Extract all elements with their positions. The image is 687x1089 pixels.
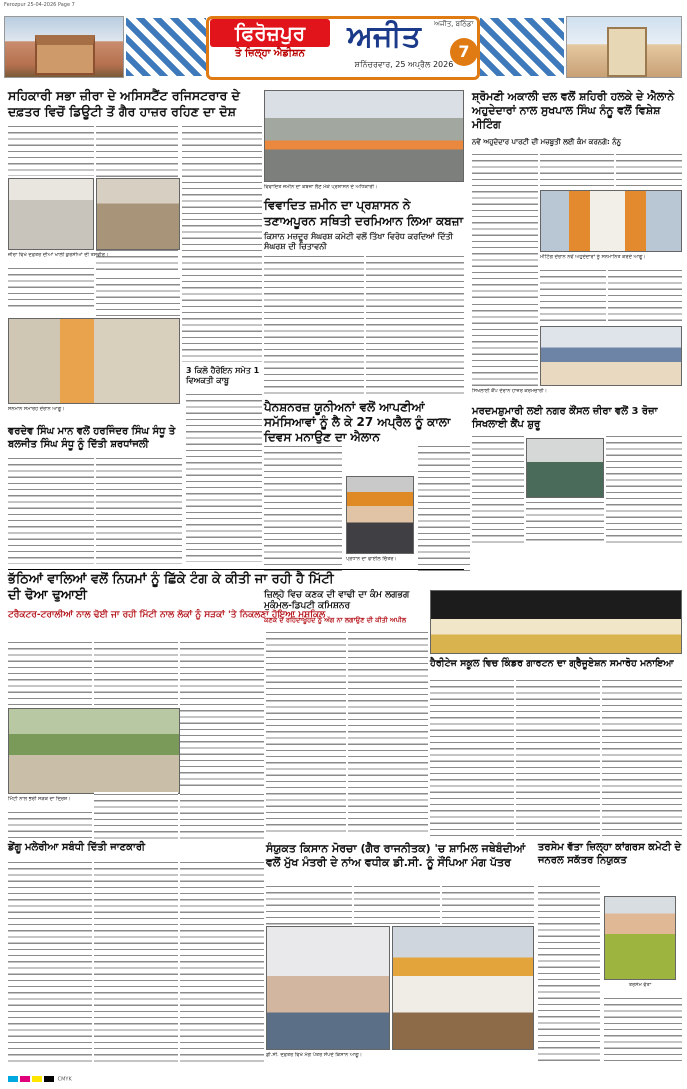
cmyk-label: CMYK — [57, 1076, 72, 1083]
section-rule — [8, 569, 464, 570]
article-7-caption: ਸਿਖਲਾਈ ਕੈਂਪ ਦੌਰਾਨ ਹਾਜ਼ਰ ਕਰਮਚਾਰੀ। — [472, 388, 547, 394]
article-1-photo-left — [8, 178, 94, 250]
article-9-body — [266, 630, 346, 836]
print-footer — [0, 1072, 687, 1089]
article-5-body-col2 — [96, 456, 182, 564]
article-8-body-col4 — [8, 810, 92, 840]
article-13-headline: ਤਰਸੇਮ ਵੱਤਾ ਜ਼ਿਲ੍ਹਾ ਕਾਂਗਰਸ ਕਮੇਟੀ ਦੇ ਜਨਰਲ ਸਕੱਤਰ ਨਿਯੁਕਤ — [538, 842, 682, 866]
monument-graphic — [607, 27, 647, 77]
article-3-body-col6 — [472, 302, 538, 386]
article-4-photo — [8, 318, 180, 404]
article-1-headline: ਸਹਿਕਾਰੀ ਸਭਾ ਜ਼ੀਰਾ ਦੇ ਅਸਿਸਟੈਂਟ ਰਜਿਸਟਰਾਰ ਦੇ ਦਫ਼ਤਰ ਵਿਚੋਂ ਡਿਊਟੀ ਤੋਂ ਗੈਰ ਹਾਜ਼ਰ ਰਹਿਣ ਦਾ ਦੋਸ਼ — [8, 88, 240, 119]
yellow-swatch — [32, 1076, 42, 1082]
masthead-pattern-left — [126, 18, 206, 76]
article-8-subhead: ਟਰੈਕਟਰ-ਟਰਾਲੀਆਂ ਨਾਲ ਢੋਈ ਜਾ ਰਹੀ ਮਿੱਟੀ ਨਾਲ ਲੋਕਾਂ ਨੂੰ ਸੜਕਾਂ 'ਤੇ ਨਿਕਲਣਾ ਹੋਇਆ ਮੁਸ਼ਕਿਲ — [8, 610, 326, 620]
issue-date: ਸ਼ਨਿੱਚਰਵਾਰ, 25 ਅਪ੍ਰੈਲ 2026 — [354, 60, 454, 69]
article-6-body — [264, 444, 342, 576]
article-7-body-col3 — [526, 500, 604, 544]
article-13-body — [538, 884, 600, 1066]
article-1-body — [8, 124, 94, 176]
masthead-pattern-right — [480, 18, 564, 76]
article-1-caption: ਜ਼ੀਰਾ ਵਿਖੇ ਦਫ਼ਤਰ ਦੀਆਂ ਖਾਲੀ ਕੁਰਸੀਆਂ ਦੀ ਤਸਵੀਰ। — [8, 252, 109, 258]
article-11-headline: ਡੇਂਗੂ ਮਲੇਰੀਆ ਸਬੰਧੀ ਦਿੱਤੀ ਜਾਣਕਾਰੀ — [8, 842, 146, 853]
article-12-photo-right — [392, 926, 534, 1050]
article-2-kicker: ਵਿਵਾਦਿਤ ਜ਼ਮੀਨ ਦਾ ਪ੍ਰਸ਼ਾਸਨ ਨੇ — [264, 198, 411, 212]
article-1-body-col4 — [96, 276, 180, 316]
article-13-caption: ਤਰਸੇਮ ਵੱਤਾ — [628, 982, 652, 988]
article-6-body-col2 — [418, 444, 470, 576]
article-6-headline: ਪੈਨਸ਼ਨਰਜ਼ ਯੂਨੀਅਨਾਂ ਵਲੋਂ ਆਪਣੀਆਂ ਸਮੱਸਿਆਵਾਂ ਨੂੰ ਲੈ ਕੇ 27 ਅਪ੍ਰੈਲ ਨੂੰ ਕਾਲਾ ਦਿਵਸ ਮਨਾਉਣ ਦਾ ਐਲਾਨ — [264, 400, 451, 444]
article-12-body-col3 — [442, 884, 534, 924]
article-8-photo — [8, 708, 180, 794]
article-2-subhead: ਕਿਸਾਨ ਮਜ਼ਦੂਰ ਸੰਘਰਸ਼ ਕਮੇਟੀ ਵਲੋਂ ਤਿੱਖਾ ਵਿਰੋਧ ਕਰਦਿਆਂ ਦਿੱਤੀ ਸੰਘਰਸ਼ ਦੀ ਚਿਤਾਵਨੀ — [264, 232, 453, 251]
article-8-body-col6 — [180, 792, 264, 840]
article-7-photo-small — [526, 438, 604, 498]
article-10-body-col2 — [516, 678, 600, 840]
page-number: 7 — [450, 38, 478, 66]
article-4-caption: ਸਨਮਾਨ ਸਮਾਰੋਹ ਦੌਰਾਨ ਆਗੂ। — [8, 406, 65, 412]
article-3-body-col4 — [540, 268, 606, 322]
article-11-body-col2 — [94, 860, 178, 1066]
article-8-body-col5 — [94, 792, 178, 840]
edition-name: ਫਿਰੋਜ਼ਪੁਰ — [210, 19, 330, 47]
article-7-body — [472, 434, 524, 544]
article-3-headline: ਸ਼੍ਰੋਮਣੀ ਅਕਾਲੀ ਦਲ ਵਲੋਂ ਸ਼ਹਿਰੀ ਹਲਕੇ ਦੇ ਐਲਾਨੇ ਅਹੁਦੇਦਾਰਾਂ ਨਾਲ ਸੁਖਪਾਲ ਸਿੰਘ ਨੰਨੂ ਵਲੋਂ ਵਿਸ਼ੇਸ਼ ਮੀਟਿੰਗ — [472, 90, 675, 131]
masthead-right-photo — [566, 16, 682, 78]
article-11-body-col3 — [180, 860, 264, 1066]
print-slug: Ferozpur 25-04-2026 Page 7 — [4, 2, 75, 8]
cyan-swatch — [8, 1076, 18, 1082]
article-2-body-col2 — [366, 254, 464, 394]
article-3-caption: ਮੀਟਿੰਗ ਦੌਰਾਨ ਨਵੇਂ ਅਹੁਦੇਦਾਰਾਂ ਨੂੰ ਸਨਮਾਨਿਤ ਕਰਦੇ ਆਗੂ। — [540, 254, 646, 260]
article-1-body-col3 — [8, 266, 94, 310]
newspaper-city: ਅਜੀਤ, ਬਠਿੰਡਾ — [434, 20, 474, 28]
article-9-headline: ਜ਼ਿਲ੍ਹੇ ਵਿਚ ਕਣਕ ਦੀ ਵਾਢੀ ਦਾ ਕੰਮ ਲਗਭਗ ਮੁਕੰਮਲ-ਡਿਪਟੀ ਕਮਿਸ਼ਨਰ — [264, 590, 410, 612]
article-12-headline: ਸੰਯੁਕਤ ਕਿਸਾਨ ਮੋਰਚਾ (ਗੈਰ ਰਾਜਨੀਤਕ) 'ਚ ਸ਼ਾਮਿਲ ਜਥੇਬੰਦੀਆਂ ਵਲੋਂ ਮੁੱਖ ਮੰਤਰੀ ਦੇ ਨਾਂਅ ਵਧੀਕ ਡੀ.ਸੀ. ਨੂੰ ਸੌਂਪਿਆ ਮੰਗ ਪੱਤਰ — [266, 842, 526, 869]
article-10-body-col3 — [602, 678, 682, 840]
article-12-caption: ਡੀ.ਸੀ. ਦਫ਼ਤਰ ਵਿਖੇ ਮੰਗ ਪੱਤਰ ਸੌਂਪਦੇ ਕਿਸਾਨ ਆਗੂ। — [266, 1052, 363, 1058]
article-9-body-col2 — [348, 630, 428, 836]
article-11-body — [8, 860, 92, 1066]
article-3-subhead: ਨਵੇਂ ਅਹੁਦੇਦਾਰ ਪਾਰਟੀ ਦੀ ਮਜ਼ਬੂਤੀ ਲਈ ਕੰਮ ਕਰਨਗੇ: ਨੰਨੂ — [472, 138, 622, 146]
article-10-photo — [430, 590, 682, 654]
article-7-headline: ਮਰਦਮਸ਼ੁਮਾਰੀ ਲਈ ਨਗਰ ਕੌਂਸਲ ਜ਼ੀਰਾ ਵਲੋਂ 3 ਰੋਜ਼ਾ ਸਿਖਲਾਈ ਕੈਂਪ ਸ਼ੁਰੂ — [472, 406, 658, 430]
article-8-body — [8, 640, 92, 706]
article-10-body — [430, 678, 514, 840]
article-2-headline: ਤਣਾਅਪੂਰਨ ਸਥਿਤੀ ਦਰਮਿਆਨ ਲਿਆ ਕਬਜ਼ਾ — [264, 214, 464, 228]
black-swatch — [44, 1076, 54, 1082]
article-6-photo — [346, 476, 414, 554]
article-13-body-col2 — [604, 996, 682, 1066]
article-9-subhead: ਕਣਕ ਦੇ ਰਹਿੰਦ-ਖੂੰਹਦ ਨੂੰ ਅੱਗ ਨਾ ਲਗਾਉਣ ਦੀ ਕੀਤੀ ਅਪੀਲ — [264, 616, 407, 624]
article-3-body-col3 — [616, 152, 682, 190]
article-7-photo — [540, 326, 682, 386]
edition-subtitle: ਤੇ ਜ਼ਿਲ੍ਹਾ ਐਡੀਸ਼ਨ — [235, 48, 305, 59]
article-8-caption: ਮਿੱਟੀ ਨਾਲ ਭਰੀ ਸੜਕ ਦਾ ਦ੍ਰਿਸ਼। — [8, 796, 71, 802]
article-6-caption: ਪ੍ਰਧਾਨ ਦਾ ਫਾਈਲ ਚਿੱਤਰ। — [346, 556, 397, 562]
article-2-caption: ਵਿਵਾਦਿਤ ਜ਼ਮੀਨ ਦਾ ਕਬਜ਼ਾ ਲੈਣ ਮੌਕੇ ਪ੍ਰਸ਼ਾਸਨ ਦੇ ਅਧਿਕਾਰੀ। — [264, 184, 378, 190]
article-10-headline: ਹੈਰੀਟੇਜ ਸਕੂਲ ਵਿਚ ਕਿੰਡਰ ਗਾਰਟਨ ਦਾ ਗ੍ਰੈਜੂਏਸ਼ਨ ਸਮਾਰੋਹ ਮਨਾਇਆ — [430, 658, 674, 669]
article-2-body — [264, 254, 364, 394]
article-8-body-col3 — [180, 640, 264, 790]
article-3-body-col5 — [608, 268, 682, 322]
article-5-headline: ਵਰਦੇਵ ਸਿੰਘ ਮਾਨ ਵਲੋਂ ਹਰਜਿੰਦਰ ਸਿੰਘ ਸੰਧੂ ਤੇ ਬਲਜੀਤ ਸਿੰਘ ਸੰਧੂ ਨੂੰ ਦਿੱਤੀ ਸ਼ਰਧਾਂਜਲੀ — [8, 426, 176, 450]
magenta-swatch — [20, 1076, 30, 1082]
article-4-headline: 3 ਕਿਲੋ ਹੈਰੋਇਨ ਸਮੇਤ 1 ਵਿਅਕਤੀ ਕਾਬੂ — [186, 366, 260, 385]
article-5-body — [8, 456, 94, 564]
building-graphic — [35, 35, 95, 75]
article-1-body-col5 — [182, 124, 262, 362]
article-3-body — [472, 152, 538, 300]
article-2-photo — [264, 90, 464, 182]
article-3-body-col2 — [540, 152, 614, 190]
article-13-photo — [604, 896, 676, 980]
article-1-photo-right — [96, 178, 180, 250]
article-7-body-col2 — [606, 434, 682, 544]
article-12-photo-left — [266, 926, 390, 1050]
article-12-body-col2 — [354, 884, 440, 924]
article-8-headline: ਭੱਠਿਆਂ ਵਾਲਿਆਂ ਵਲੋਂ ਨਿਯਮਾਂ ਨੂੰ ਛਿੱਕੇ ਟੰਗ ਕੇ ਕੀਤੀ ਜਾ ਰਹੀ ਹੈ ਮਿੱਟੀ ਦੀ ਢੋਆ ਢੁਆਈ — [8, 572, 334, 604]
article-3-photo — [540, 190, 682, 252]
newspaper-logo: ਅਜੀਤ — [347, 19, 421, 54]
article-4-body — [186, 392, 262, 562]
masthead-left-photo — [4, 16, 124, 78]
